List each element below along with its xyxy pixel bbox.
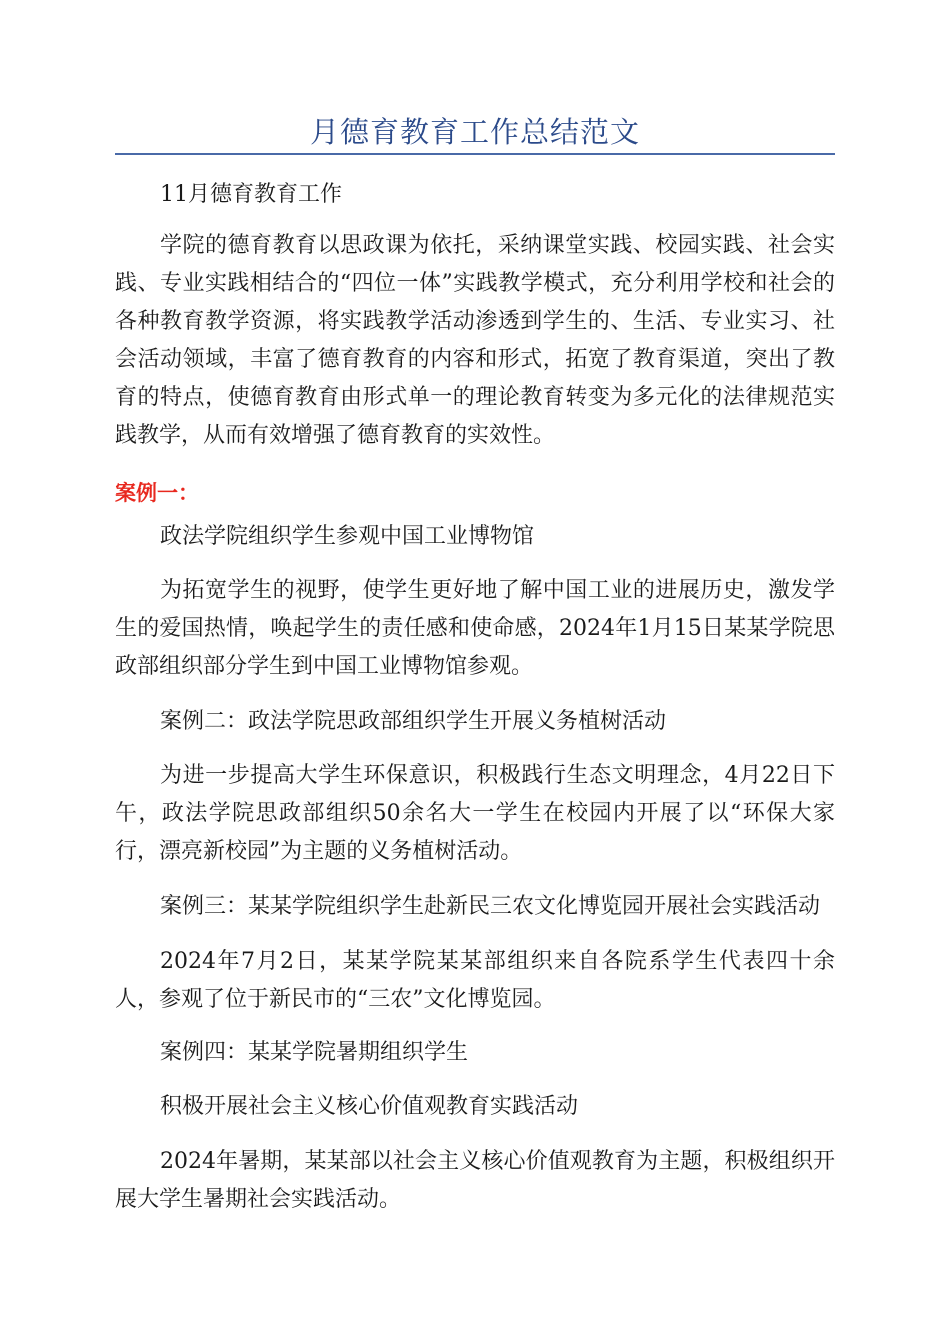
document-title: 月德育教育工作总结范文 bbox=[309, 115, 640, 149]
case-four-title: 案例四：某某学院暑期组织学生 bbox=[160, 1040, 469, 1065]
case-two-body: 为进一步提高大学生环保意识，积极践行生态文明理念，4月22日下午，政法学院思政部组织50余名大一学生在校园内开展了以“环保大家行，漂亮新校园”为主题的义务植树活动。 bbox=[115, 763, 835, 864]
case-one-title: 政法学院组织学生参观中国工业博物馆 bbox=[160, 524, 535, 549]
case-two-title: 案例二：政法学院思政部组织学生开展义务植树活动 bbox=[160, 709, 667, 734]
title-underline bbox=[115, 153, 835, 155]
section-heading: 11月德育教育工作 bbox=[160, 182, 342, 207]
case-one-label: 案例一： bbox=[115, 481, 199, 505]
intro-paragraph: 学院的德育教育以思政课为依托，采纳课堂实践、校园实践、社会实践、专业实践相结合的“四位一体”实践教学模式，充分利用学校和社会的各种教育教学资源，将实践教学活动渗透到学生的、生活、专业实习、社会活动领域，丰富了德育教育的内容和形式，拓宽了教育渠道，突出了教育的特点，使德育教育由形式单一的理论教育转变为多元化的法律规范实践教学，从而有效增强了德育教育的实效性。 bbox=[115, 233, 835, 448]
case-three-body: 2024年7月2日，某某学院某某部组织来自各院系学生代表四十余人，参观了位于新民市的“三农”文化博览园。 bbox=[115, 949, 835, 1012]
case-three-title: 案例三：某某学院组织学生赴新民三农文化博览园开展社会实践活动 bbox=[160, 894, 821, 919]
case-four-body: 2024年暑期，某某部以社会主义核心价值观教育为主题，积极组织开展大学生暑期社会实践活动。 bbox=[115, 1149, 835, 1212]
case-one-body: 为拓宽学生的视野，使学生更好地了解中国工业的进展历史，激发学生的爱国热情，唤起学生的责任感和使命感，2024年1月15日某某学院思政部组织部分学生到中国工业博物馆参观。 bbox=[115, 578, 835, 679]
case-four-subtitle: 积极开展社会主义核心价值观教育实践活动 bbox=[160, 1094, 579, 1119]
